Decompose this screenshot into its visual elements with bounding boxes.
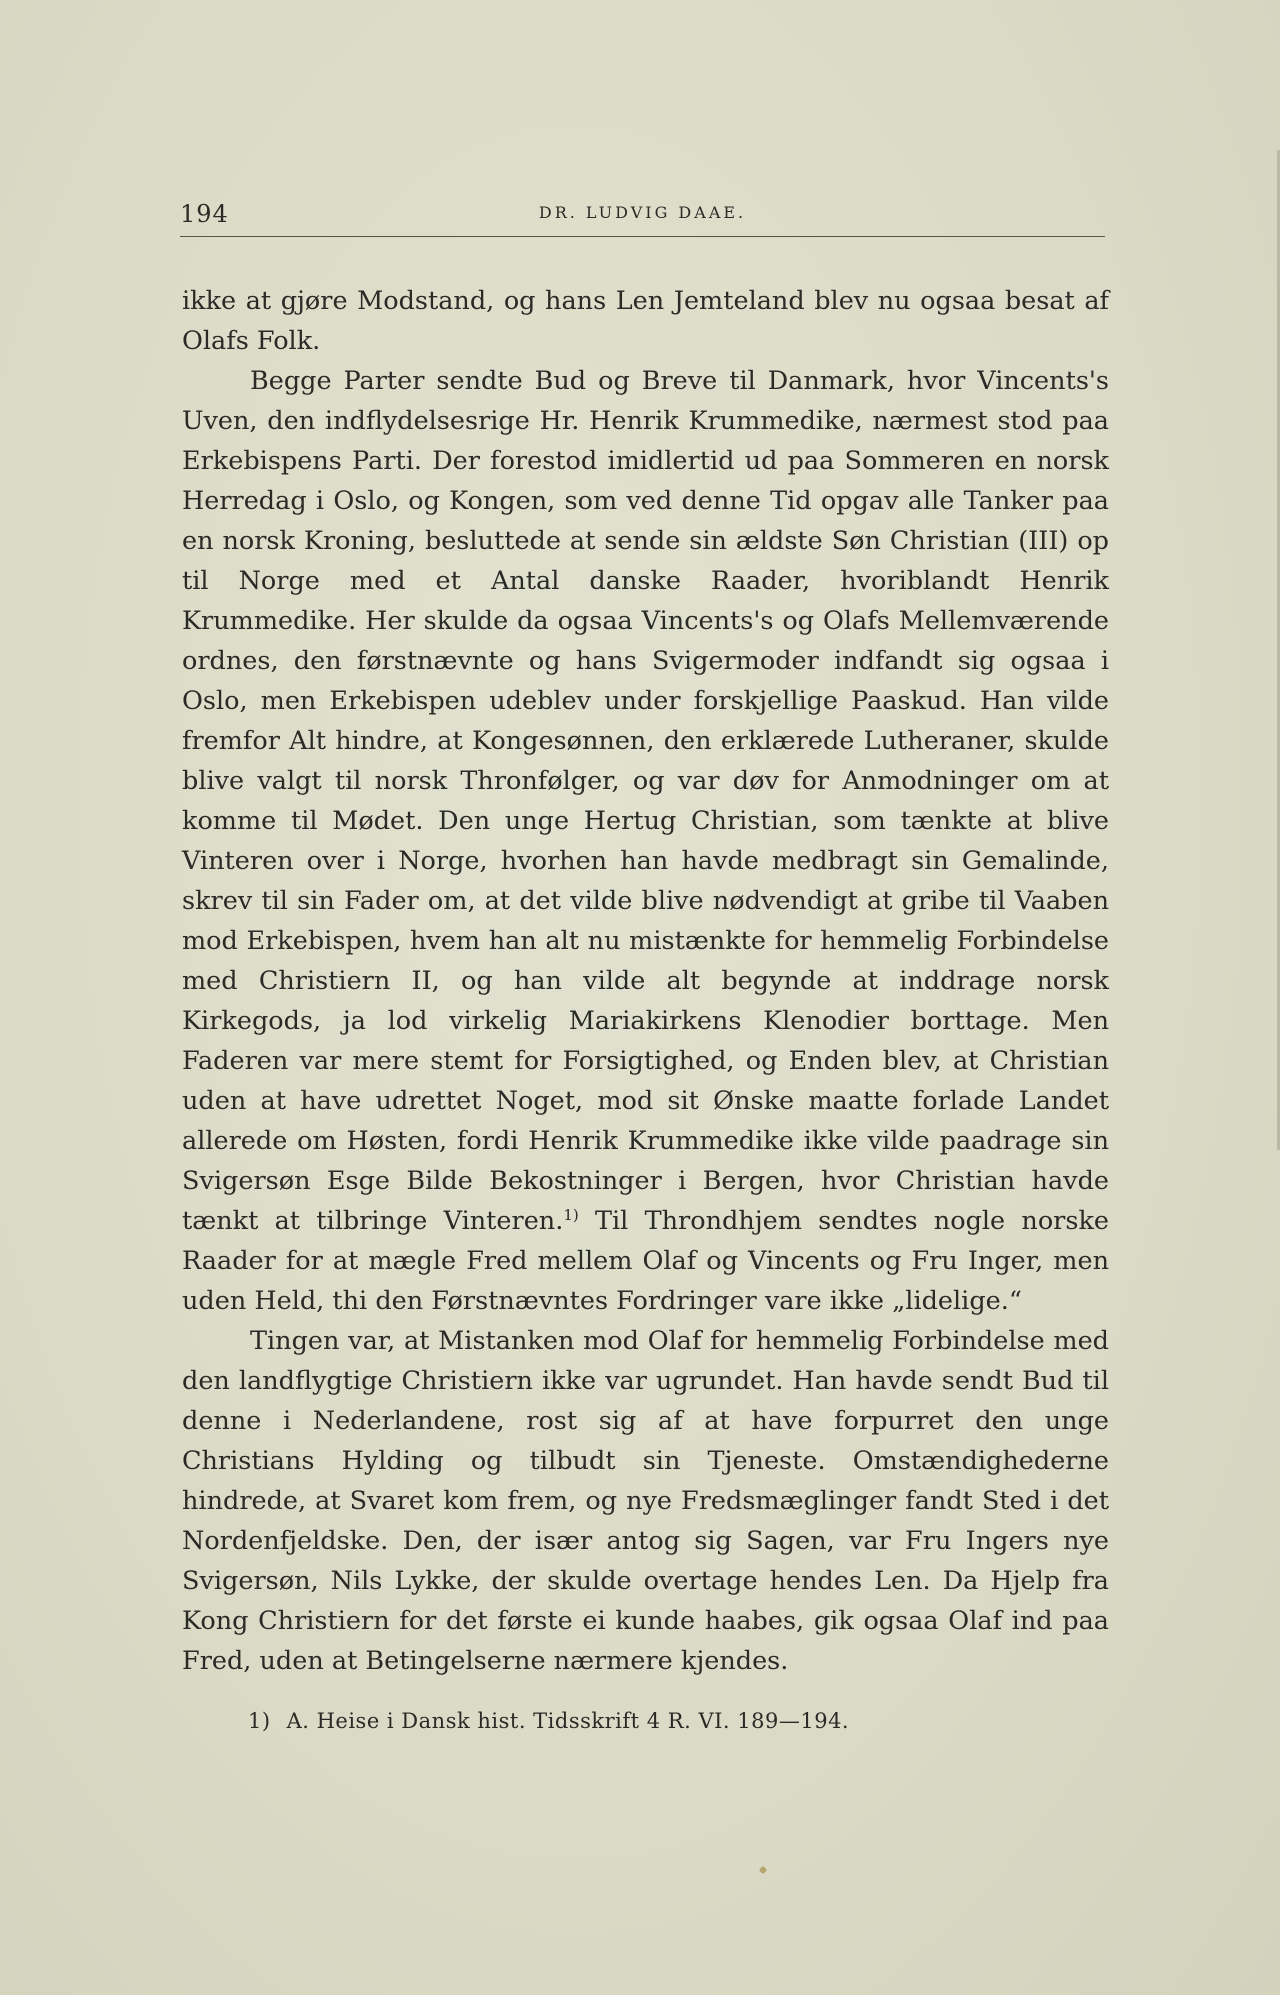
paper-speck [759,1866,767,1874]
paragraph-2-continuation: Til Throndhjem sendtes nogle norske Raader for at mægle Fred mellem Olaf og Vincents og Fru Inger, men uden Held, thi den Førstnævntes Fordringer vare ikke „lidelige.“ [182,1206,1109,1316]
footnote-reference: 1) [563,1206,579,1224]
body-text [182,281,1109,1681]
paragraph-1: ikke at gjøre Modstand, og hans Len Jemteland blev nu ogsaa besat af Olafs Folk. [182,286,1109,356]
footnote [248,1709,849,1733]
paragraph-2 [182,361,1109,1321]
footnote-text: A. Heise i Dansk hist. Tidsskrift 4 R. VI. 189—194. [286,1709,850,1733]
footnote-mark: 1) [248,1709,271,1733]
paragraph-2-text: Begge Parter sendte Bud og Breve til Danmark, hvor Vincents's Uven, den indflydelsesrige Hr. Henrik Krummedike, nærmest stod paa Erkebispens Parti. Der forestod imidlertid ud paa Sommeren en norsk Herredag i Oslo, og Kongen, som ved denne Tid opgav alle Tanker paa en norsk Kroning, besluttede at sende sin ældste Søn Christian (III) op til Norge med et Antal danske Raader, hvoriblandt Henrik Krummedike. Her skulde da ogsaa Vincents's og Olafs Mellemværende ordnes, den førstnævnte og hans Svigermoder indfandt sig ogsaa i Oslo, men Erkebispen udeblev under forskjellige Paaskud. Han vilde fremfor Alt hindre, at Kongesønnen, den erklærede Lutheraner, skulde blive valgt til norsk Thronfølger, og var døv for Anmodninger om at komme til Mødet. Den unge Hertug Christian, som tænkte at blive Vinteren over i Norge, hvorhen han havde medbragt sin Gemalinde, skrev til sin Fader om, at det vilde blive nødvendigt at gribe til Vaaben mod Erkebispen, hvem han alt nu mistænkte for hemmelig Forbindelse med Christiern II, og han vilde alt begynde at inddrage norsk Kirkegods, ja lod virkelig Mariakirkens Klenodier borttage. Men Faderen var mere stemt for Forsigtighed, og Enden blev, at Christian uden at have udrettet Noget, mod sit Ønske maatte forlade Landet allerede om Høsten, fordi Henrik Krummedike ikke vilde paadrage sin Svigersøn Esge Bilde Bekostninger i Bergen, hvor Christian havde tænkt at tilbringe Vinteren. [182,366,1109,1236]
page-header [180,200,1105,237]
running-head: DR. LUDVIG DAAE. [538,203,747,222]
paragraph-3: Tingen var, at Mistanken mod Olaf for hemmelig Forbindelse med den landflygtige Christiern ikke var ugrundet. Han havde sendt Bud til denne i Nederlandene, rost sig af at have forpurret den unge Christians Hylding og tilbudt sin Tjeneste. Omstændighederne hindrede, at Svaret kom frem, og nye Fredsmæglinger fandt Sted i det Nordenfjeldske. Den, der især antog sig Sagen, var Fru Ingers nye Svigersøn, Nils Lykke, der skulde overtage hendes Len. Da Hjelp fra Kong Christiern for det første ei kunde haabes, gik ogsaa Olaf ind paa Fred, uden at Betingelserne nærmere kjendes. [182,1326,1109,1676]
page-number: 194 [180,200,229,228]
